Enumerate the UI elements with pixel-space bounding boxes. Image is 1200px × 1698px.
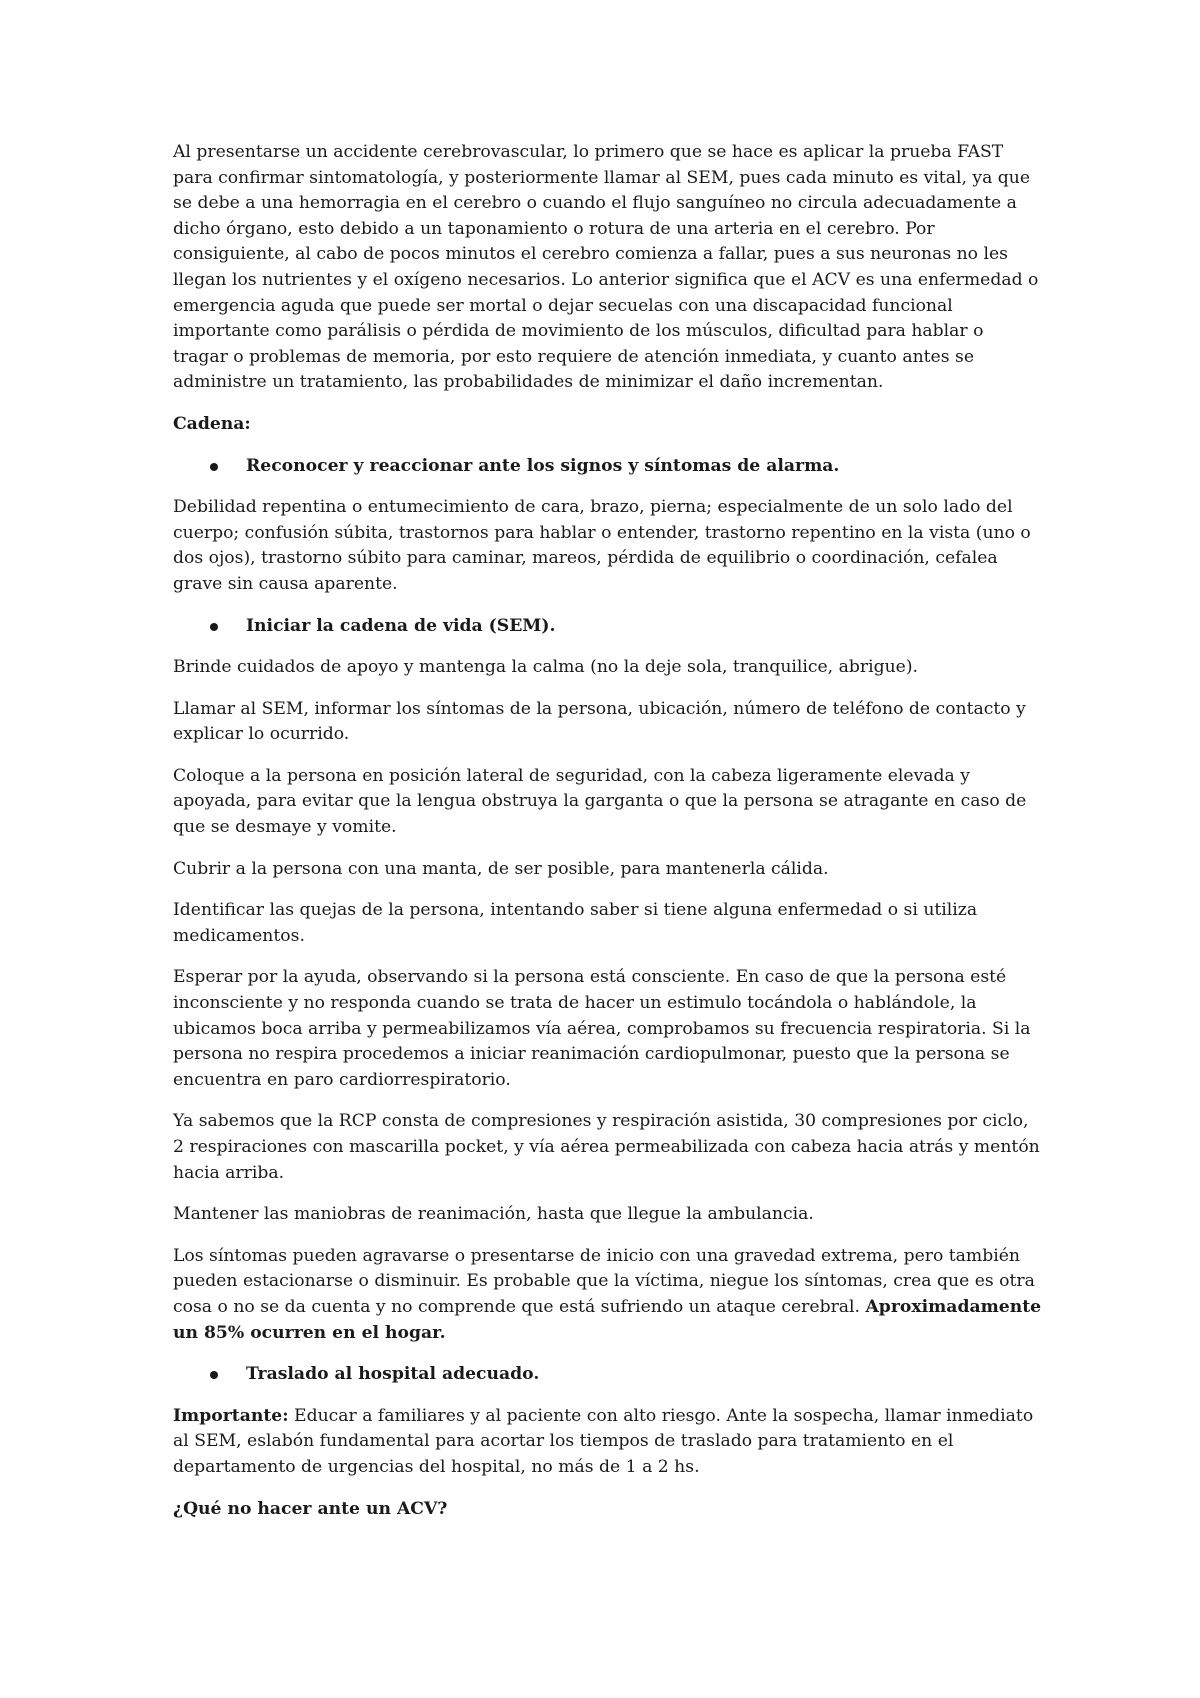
intro-paragraph: Al presentarse un accidente cerebrovascular, lo primero que se hace es aplicar la prueba FAST para confirmar sintomatología, y posteriormente llamar al SEM, pues cada minuto es vital, ya que se debe a una hemorragia en el cerebro o cuando el flujo sanguíneo no circula adecuadamente a dicho órgano, esto debido a un taponamiento o rotura de una arteria en el cerebro. Por consiguiente, al cabo de pocos minutos el cerebro comienza a fallar, pues a sus neuronas no les llegan los nutrientes y el oxígeno necesarios. Lo anterior significa que el ACV es una enfermedad o emergencia aguda que puede ser mortal o dejar secuelas con una discapacidad funcional importante como parálisis o pérdida de movimiento de los músculos, dificultad para hablar o tragar o problemas de memoria, por esto requiere de atención inmediata, y cuanto antes se administre un tratamiento, las probabilidades de minimizar el daño incrementan. — [173, 142, 1039, 393]
mantener-paragraph: Mantener las maniobras de reanimación, hasta que llegue la ambulancia. — [173, 1204, 814, 1225]
rcp-paragraph: Ya sabemos que la RCP consta de compresiones y respiración asistida, 30 compresiones por ciclo, 2 respiraciones con mascarilla pocket, y vía aérea permeabilizada con cabeza hacia atrás y mentón hacia arriba. — [173, 1111, 1040, 1183]
importante-paragraph — [173, 1404, 1043, 1481]
sintomas-text: Los síntomas pueden agravarse o presentarse de inicio con una gravedad extrema, pero también pueden estacionarse o disminuir. Es probable que la víctima, niegue los síntomas, crea que es otra cosa o no se da cuenta y no comprende que está sufriendo un ataque cerebral. — [173, 1245, 1035, 1317]
brinde-paragraph: Brinde cuidados de apoyo y mantenga la calma (no la deje sola, tranquilice, abrigue). — [173, 657, 918, 678]
signos-paragraph: Debilidad repentina o entumecimiento de cara, brazo, pierna; especialmente de un solo lado del cuerpo; confusión súbita, trastornos para hablar o entender, trastorno repentino en la vista (uno o dos ojos), trastorno súbito para caminar, mareos, pérdida de equilibrio o coordinación, cefalea grave sin causa aparente. — [173, 497, 1031, 594]
bullet-dot-icon — [210, 463, 218, 471]
bullet-dot-icon — [210, 1371, 218, 1379]
identificar-paragraph: Identificar las quejas de la persona, intentando saber si tiene alguna enfermedad o si utiliza medicamentos. — [173, 900, 978, 946]
bullet-label: Iniciar la cadena de vida (SEM). — [246, 615, 556, 636]
cadena-heading: Cadena: — [173, 413, 251, 434]
cubrir-paragraph: Cubrir a la persona con una manta, de ser posible, para mantenerla cálida. — [173, 858, 829, 879]
coloque-paragraph: Coloque a la persona en posición lateral de seguridad, con la cabeza ligeramente elevada y apoyada, para evitar que la lengua obstruya la garganta o que la persona se atragante en caso de que se desmaye y vomite. — [173, 765, 1027, 838]
sintomas-bold-text: Aproximadamente un 85% ocurren en el hogar. — [173, 1296, 1042, 1343]
llamar-paragraph: Llamar al SEM, informar los síntomas de la persona, ubicación, número de teléfono de contacto y explicar lo ocurrido. — [173, 698, 1026, 745]
bullet-item-iniciar — [173, 614, 1043, 640]
bullet-dot-icon — [210, 623, 218, 631]
bullet-item-reconocer — [173, 454, 1043, 480]
que-no-hacer-heading: ¿Qué no hacer ante un ACV? — [173, 1498, 448, 1519]
bullet-label: Traslado al hospital adecuado. — [246, 1364, 540, 1385]
importante-label: Importante: — [173, 1405, 289, 1426]
bullet-item-traslado — [173, 1362, 1043, 1388]
sintomas-paragraph — [173, 1244, 1043, 1346]
esperar-paragraph: Esperar por la ayuda, observando si la persona está consciente. En caso de que la persona esté inconsciente y no responda cuando se trata de hacer un estimulo tocándola o hablándole, la ubicamos boca arriba y permeabilizamos vía aérea, comprobamos su frecuencia respiratoria. Si la persona no respira procedemos a iniciar reanimación cardiopulmonar, puesto que la persona se encuentra en paro cardiorrespiratorio. — [173, 967, 1031, 1090]
bullet-label: Reconocer y reaccionar ante los signos y síntomas de alarma. — [246, 455, 840, 476]
importante-text: Educar a familiares y al paciente con alto riesgo. Ante la sospecha, llamar inmediato al SEM, eslabón fundamental para acortar los tiempos de traslado para tratamiento en el departamento de urgencias del hospital, no más de 1 a 2 hs. — [173, 1405, 1034, 1477]
document-page — [173, 140, 1043, 1538]
